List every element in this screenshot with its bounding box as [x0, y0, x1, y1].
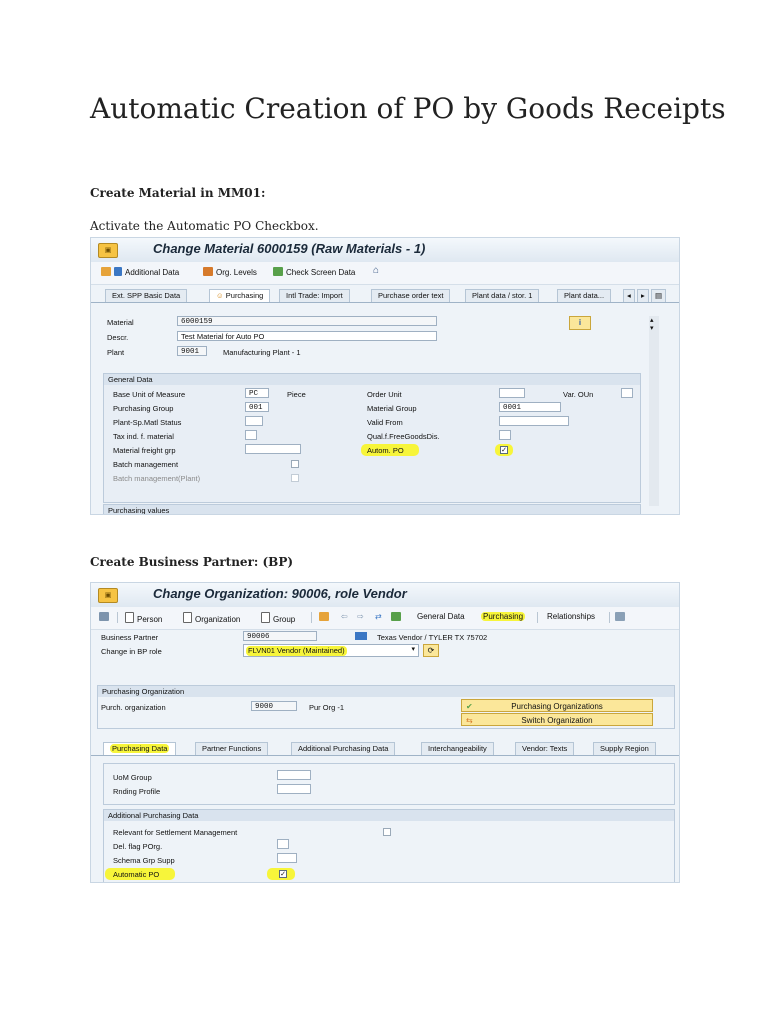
rnding-profile-label: Rnding Profile: [113, 787, 161, 796]
switch-icon: ⇆: [466, 716, 473, 725]
toolbar-separator: [311, 612, 312, 623]
group-button[interactable]: Group: [261, 612, 295, 624]
uom-group-field[interactable]: [277, 770, 311, 780]
plant-sp-status-field[interactable]: [245, 416, 263, 426]
sap-change-organization-screenshot: [90, 582, 680, 883]
order-unit-field[interactable]: [499, 388, 525, 398]
open-folder-icon[interactable]: [319, 612, 332, 622]
bp-role-label: Change in BP role: [101, 647, 162, 656]
tab-ext-spp-basic-data[interactable]: Ext. SPP Basic Data: [105, 289, 187, 302]
material-label: Material: [107, 318, 134, 327]
descr-label: Descr.: [107, 333, 129, 342]
purch-group-label: Purchasing Group: [113, 404, 174, 413]
document-icon: [101, 267, 111, 276]
additional-purchasing-data-title: Additional Purchasing Data: [104, 810, 674, 821]
purchasing-organization-title: Purchasing Organization: [98, 686, 674, 697]
new-document-icon: [125, 612, 134, 623]
porg-label: Purch. organization: [101, 703, 166, 712]
tab-plant-data-more[interactable]: Plant data...: [557, 289, 611, 302]
tax-ind-field[interactable]: [245, 430, 257, 440]
valid-from-label: Valid From: [367, 418, 403, 427]
lock-icon[interactable]: ⌂: [373, 265, 380, 276]
relevant-settlement-checkbox[interactable]: [383, 828, 391, 836]
freight-grp-label: Material freight grp: [113, 446, 176, 455]
title-bar: [91, 238, 679, 263]
toolbar-separator: [609, 612, 610, 623]
bp-text: Texas Vendor / TYLER TX 75702: [377, 633, 488, 642]
tab-list-icon[interactable]: ▤: [651, 289, 666, 302]
person-button[interactable]: Person: [125, 612, 162, 624]
tab-plant-data-stor-1[interactable]: Plant data / stor. 1: [465, 289, 539, 302]
switch-icon[interactable]: ⇄: [375, 612, 382, 621]
new-document-icon: [261, 612, 270, 623]
purchasing-values-title: Purchasing values: [104, 505, 640, 515]
bp-role-dropdown[interactable]: [243, 644, 419, 657]
toggle-locator-icon[interactable]: [99, 612, 112, 622]
toolbar-separator: [537, 612, 538, 623]
hierarchy-icon[interactable]: [391, 612, 404, 622]
var-oun-field[interactable]: [621, 388, 633, 398]
application-toolbar: [91, 262, 679, 285]
tab-purchase-order-text[interactable]: Purchase order text: [371, 289, 450, 302]
uom-group-label: UoM Group: [113, 773, 152, 782]
toolbar-separator: [117, 612, 118, 623]
org-levels-icon: [203, 267, 213, 276]
autom-po-label: Autom. PO: [367, 446, 404, 455]
qual-free-goods-field[interactable]: [499, 430, 511, 440]
schema-grp-field[interactable]: [277, 853, 297, 863]
info-icon[interactable]: i: [569, 316, 591, 330]
plant-label: Plant: [107, 348, 125, 357]
relevant-settlement-label: Relevant for Settlement Management: [113, 828, 238, 837]
tab-purchasing-data[interactable]: Purchasing Data: [103, 742, 176, 755]
plant-sp-status-label: Plant-Sp.Matl Status: [113, 418, 182, 427]
tab-scroll-right-icon[interactable]: ▸: [637, 289, 649, 302]
description-field[interactable]: Test Material for Auto PO: [177, 331, 437, 341]
purchasing-values-group: [103, 504, 641, 515]
bp-label: Business Partner: [101, 633, 159, 642]
tab-additional-purchasing-data[interactable]: Additional Purchasing Data: [291, 742, 395, 755]
title-bar: [91, 583, 679, 608]
rnding-profile-field[interactable]: [277, 784, 311, 794]
section-heading-bp: Create Business Partner: (BP): [90, 555, 294, 569]
porg-field: 9000: [251, 701, 297, 711]
tab-supply-region[interactable]: Supply Region: [593, 742, 656, 755]
freight-grp-field[interactable]: [245, 444, 301, 454]
check-icon: ✔: [466, 702, 473, 711]
material-group-field[interactable]: 0001: [499, 402, 561, 412]
order-unit-label: Order Unit: [367, 390, 402, 399]
batch-mgmt-checkbox[interactable]: [291, 460, 299, 468]
tab-strip: [91, 741, 679, 756]
porg-text: Pur Org -1: [309, 703, 345, 712]
check-screen-data-button[interactable]: Check Screen Data: [273, 267, 355, 277]
tab-strip: [91, 288, 679, 303]
check-icon: [273, 267, 283, 276]
screen-title: Change Material 6000159 (Raw Materials - 1): [153, 241, 426, 256]
info-icon[interactable]: [615, 612, 628, 622]
purchasing-button[interactable]: Purchasing: [483, 612, 524, 621]
schema-grp-label: Schema Grp Supp: [113, 856, 175, 865]
sap-menu-icon[interactable]: ▣: [98, 243, 118, 258]
screen-title: Change Organization: 90006, role Vendor: [153, 586, 407, 601]
uom-group-box: [103, 763, 675, 805]
tab-purchasing[interactable]: ☺ Purchasing: [209, 289, 270, 302]
base-uom-label: Base Unit of Measure: [113, 390, 186, 399]
tab-partner-functions[interactable]: Partner Functions: [195, 742, 268, 755]
plant-field: 9001: [177, 346, 207, 356]
section-text-activate: Activate the Automatic PO Checkbox.: [90, 219, 319, 233]
automatic-po-checkbox[interactable]: ✓: [280, 871, 286, 878]
automatic-po-label: Automatic PO: [113, 870, 160, 879]
new-document-icon: [183, 612, 192, 623]
organization-button[interactable]: Organization: [183, 612, 240, 624]
tab-interchangeability[interactable]: Interchangeability: [421, 742, 494, 755]
section-heading-material: Create Material in MM01:: [90, 186, 266, 200]
tab-purchasing-icon: ☺: [216, 291, 224, 300]
arrow-icon: [114, 267, 122, 276]
tax-ind-label: Tax ind. f. material: [113, 432, 174, 441]
qual-free-goods-label: Qual.f.FreeGoodsDis.: [367, 432, 440, 441]
switch-organization-button[interactable]: ⇆ Switch Organization: [461, 713, 653, 726]
scroll-down-icon[interactable]: ▾: [650, 325, 654, 332]
purchasing-organizations-button[interactable]: ✔ Purchasing Organizations: [461, 699, 653, 712]
material-group-label: Material Group: [367, 404, 417, 413]
purch-group-field[interactable]: 001: [245, 402, 269, 412]
batch-mgmt-plant-checkbox: [291, 474, 299, 482]
var-oun-label: Var. OUn: [563, 390, 594, 399]
base-uom-text: Piece: [287, 390, 306, 399]
application-toolbar: [91, 607, 679, 630]
bp-role-change-icon[interactable]: ⟳: [423, 644, 439, 657]
base-uom-field[interactable]: PC: [245, 388, 269, 398]
organization-icon: [355, 632, 367, 640]
org-levels-button[interactable]: Org. Levels: [203, 267, 257, 277]
additional-purchasing-data-group: [103, 809, 675, 883]
general-data-title: General Data: [104, 374, 640, 385]
forward-arrow-icon[interactable]: ⇨: [357, 612, 364, 621]
chevron-down-icon[interactable]: ▾: [411, 646, 415, 653]
page-title: Automatic Creation of PO by Goods Receipts: [90, 92, 726, 125]
valid-from-field[interactable]: [499, 416, 569, 426]
additional-data-button[interactable]: Additional Data: [101, 267, 179, 277]
bp-role-value: FLVN01 Vendor (Maintained): [248, 646, 345, 655]
batch-mgmt-label: Batch management: [113, 460, 179, 469]
plant-name: Manufacturing Plant - 1: [223, 348, 301, 357]
bp-field: 90006: [243, 631, 317, 641]
back-arrow-icon[interactable]: ⇦: [341, 612, 348, 621]
general-data-button[interactable]: General Data: [417, 612, 465, 621]
sap-change-material-screenshot: [90, 237, 680, 515]
sap-menu-icon[interactable]: ▣: [98, 588, 118, 603]
batch-mgmt-plant-label: Batch management(Plant): [113, 474, 201, 483]
tab-intl-trade-import[interactable]: Intl Trade: Import: [279, 289, 350, 302]
tab-vendor-texts[interactable]: Vendor: Texts: [515, 742, 574, 755]
tab-scroll-left-icon[interactable]: ◂: [623, 289, 635, 302]
relationships-button[interactable]: Relationships: [547, 612, 596, 621]
vertical-scrollbar[interactable]: [649, 316, 659, 506]
material-field: 6000159: [177, 316, 437, 326]
scroll-up-icon[interactable]: ▴: [650, 317, 654, 324]
del-flag-field[interactable]: [277, 839, 289, 849]
autom-po-checkbox[interactable]: ✓: [501, 447, 507, 454]
del-flag-label: Del. flag POrg.: [113, 842, 163, 851]
